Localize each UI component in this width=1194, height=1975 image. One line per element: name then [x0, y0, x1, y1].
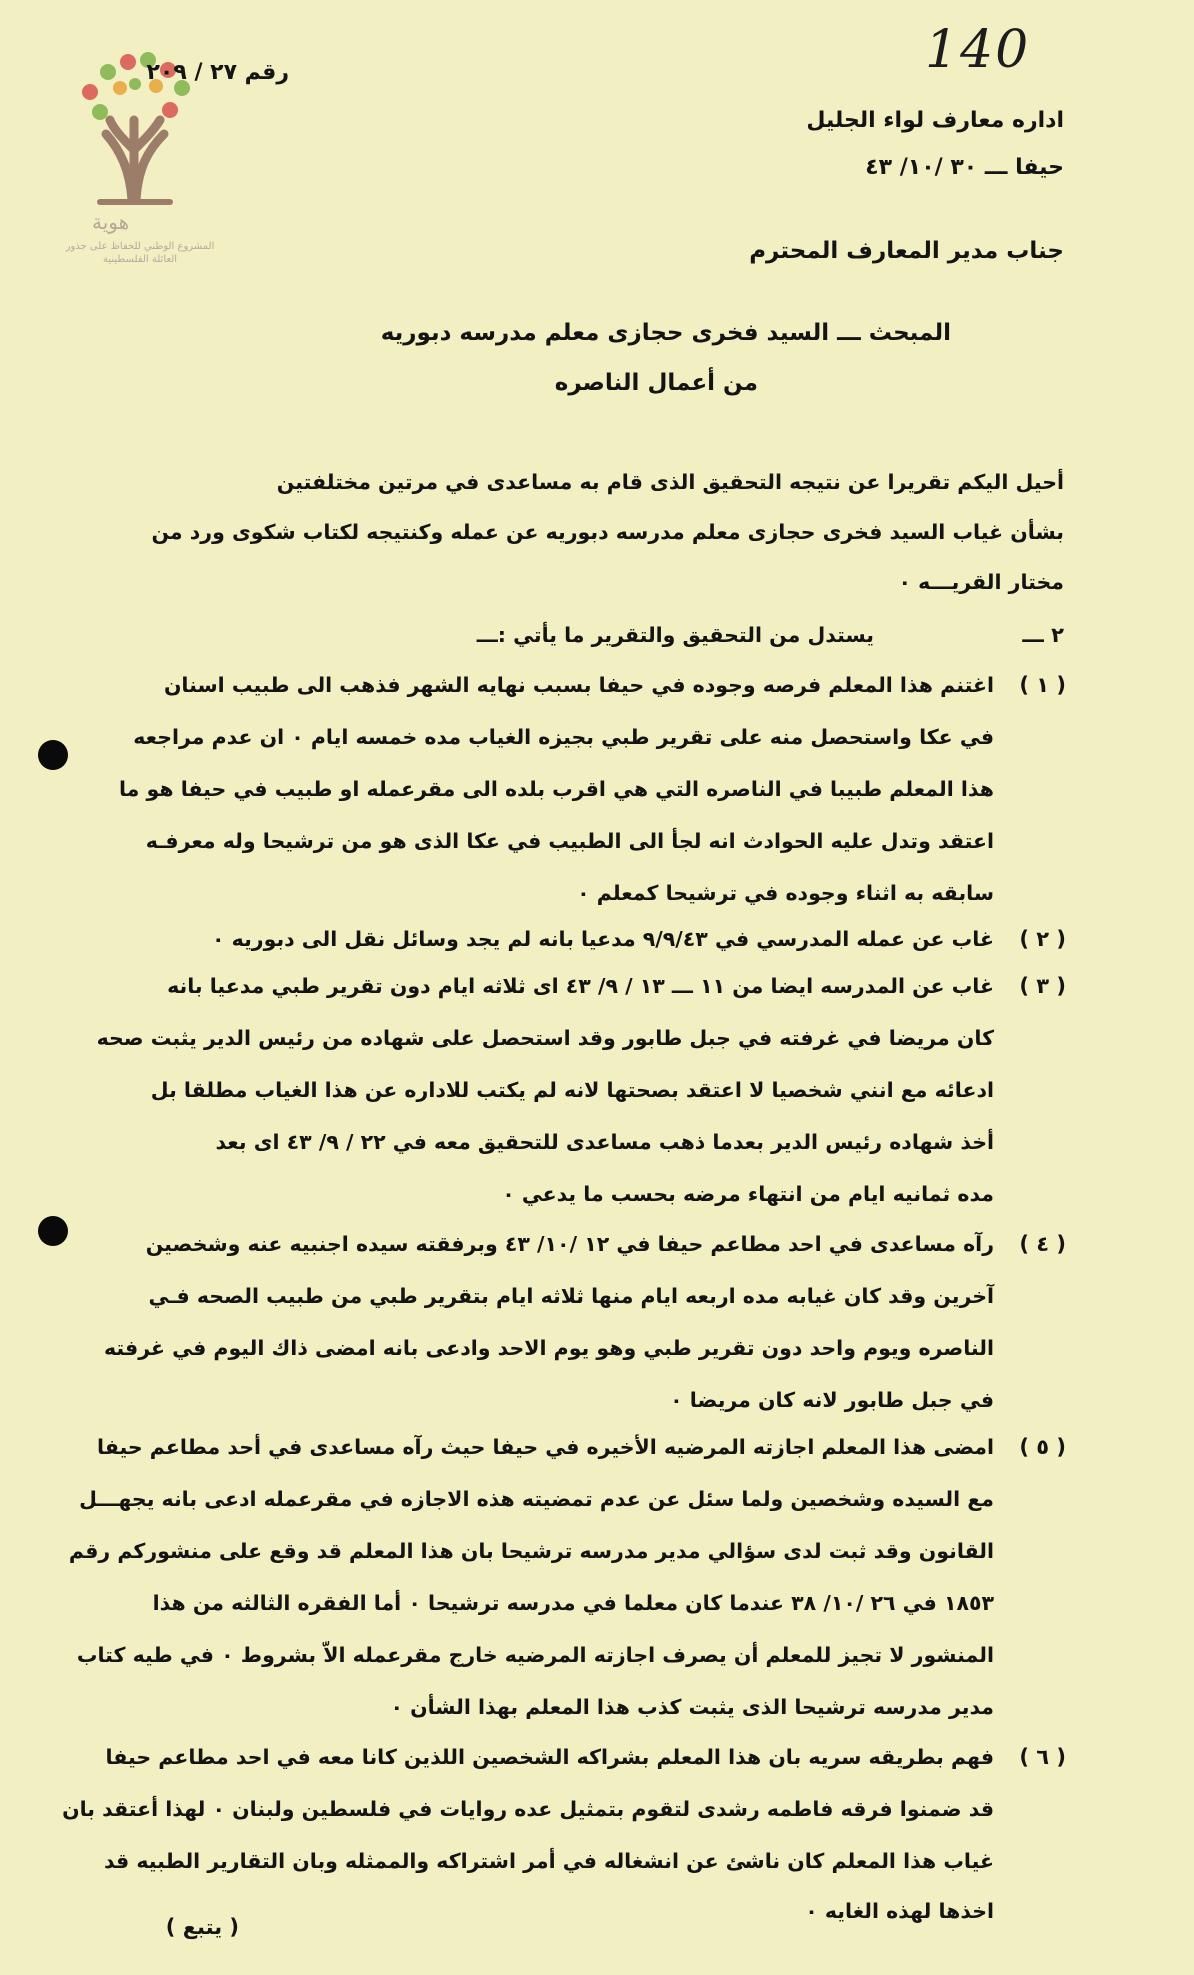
item-line: كان مريضا في غرفته في جبل طابور وقد استحصل على شهاده من رئيس الدير يثبت صحه [96, 1026, 994, 1050]
item-number: ( ٢ ) [1019, 927, 1066, 951]
intro-line: أحيل اليكم تقريرا عن نتيجه التحقيق الذى قام به مساعدى في مرتين مختلفتين [276, 470, 1064, 494]
item-line: غاب عن المدرسه ايضا من ١١ ـــ ١٣ / ٩/ ٤٣ اى ثلاثه ايام دون تقرير طبي مدعيا بانه [167, 974, 994, 998]
department-name: اداره معارف لواء الجليل [806, 108, 1064, 133]
handwritten-number: 140 [925, 20, 1031, 80]
place-date: حيفا ـــ ٣٠ /١٠/ ٤٣ [865, 155, 1064, 180]
intro-line: مختار القريـــه ٠ [898, 570, 1064, 594]
item-line: مده ثمانيه ايام من انتهاء مرضه بحسب ما يدعي ٠ [502, 1182, 994, 1206]
item-line: هذا المعلم طبيبا في الناصره التي هي اقرب بلده الى مقرعمله او طبيب في حيفا هو ما [118, 777, 994, 801]
item-number: ( ٥ ) [1019, 1435, 1066, 1459]
item-line: امضى هذا المعلم اجازته المرضيه الأخيره في حيفا حيث رآه مساعدى في أحد مطاعم حيفا [97, 1435, 994, 1459]
point-number: ٢ ـــ [1022, 623, 1064, 647]
item-line: ١٨٥٣ في ٢٦ /١٠/ ٣٨ عندما كان معلما في مدرسه ترشيحا ٠ أما الفقره الثالثه من هذا [152, 1591, 994, 1615]
item-line: في عكا واستحصل منه على تقرير طبي بجيزه الغياب مده خمسه ايام ٠ ان عدم مراجعه [133, 725, 994, 749]
logo-name: هوية [92, 210, 130, 234]
item-line: مدير مدرسه ترشيحا الذى يثبت كذب هذا المعلم بهذا الشأن ٠ [390, 1695, 994, 1719]
item-line: ادعائه مع انني شخصيا لا اعتقد بصحتها لانه لم يكتب للاداره عن هذا الغياب مطلقا بل [150, 1078, 994, 1102]
logo-tagline: المشروع الوطني للحفاظ على جذور العائلة الفلسطينية [65, 241, 215, 265]
item-line: في جبل طابور لانه كان مريضا ٠ [670, 1388, 994, 1412]
subject-line-2: من أعمال الناصره [554, 370, 758, 396]
item-line: أخذ شهاده رئيس الدير بعدما ذهب مساعدى للتحقيق معه في ٢٢ / ٩/ ٤٣ اى بعد [215, 1130, 994, 1154]
item-line: المنشور لا تجيز للمعلم أن يصرف اجازته المرضيه خارج مقرعمله الاّ بشروط ٠ في طيه كتاب [76, 1643, 994, 1667]
continued-marker: ( يتبع ) [165, 1915, 239, 1939]
item-line: غاب عن عمله المدرسي في ٩/٩/٤٣ مدعيا بانه لم يجد وسائل نقل الى دبوريه ٠ [212, 927, 994, 951]
item-line: الناصره ويوم واحد دون تقرير طبي وهو يوم الاحد وادعى بانه امضى ذاك اليوم في غرفته [104, 1336, 994, 1360]
item-number: ( ٣ ) [1019, 974, 1066, 998]
point-text: يستدل من التحقيق والتقرير ما يأتي :ـــ [476, 623, 874, 647]
addressee: جناب مدير المعارف المحترم [749, 238, 1064, 264]
item-line: فهم بطريقه سريه بان هذا المعلم بشراكه الشخصين اللذين كانا معه في احد مطاعم حيفا [105, 1745, 994, 1769]
reference-number: رقم ٢٧ / ٢٠٩ [146, 60, 289, 85]
punch-hole [38, 1216, 68, 1246]
item-number: ( ٦ ) [1019, 1745, 1066, 1769]
item-line: اغتنم هذا المعلم فرصه وجوده في حيفا بسبب نهايه الشهر فذهب الى طبيب اسنان [163, 673, 994, 697]
intro-line: بشأن غياب السيد فخرى حجازى معلم مدرسه دبوريه عن عمله وكنتيجه لكتاب شكوى ورد من [151, 520, 1064, 544]
item-line: مع السيده وشخصين ولما سئل عن عدم تمضيته هذه الاجازه في مقرعمله ادعى بانه يجهـــل [79, 1487, 994, 1511]
item-line: اعتقد وتدل عليه الحوادث انه لجأ الى الطبيب في عكا الذى هو من ترشيحا وله معرفـه [145, 829, 994, 853]
item-line: قد ضمنوا فرقه فاطمه رشدى لتقوم بتمثيل عده روايات في فلسطين ولبنان ٠ لهذا أعتقد بان [62, 1797, 994, 1821]
item-line: سابقه به اثناء وجوده في ترشيحا كمعلم ٠ [577, 881, 994, 905]
item-number: ( ٤ ) [1019, 1232, 1066, 1256]
item-line: رآه مساعدى في احد مطاعم حيفا في ١٢ /١٠/ ٤٣ وبرفقته سيده اجنبيه عنه وشخصين [145, 1232, 994, 1256]
subject-line-1: المبحث ـــ السيد فخرى حجازى معلم مدرسه دبوريه [380, 320, 951, 346]
item-line: القانون وقد ثبت لدى سؤالي مدير مدرسه ترشيحا بان هذا المعلم قد وقع على منشوركم رقم [68, 1539, 994, 1563]
item-line: اخذها لهذه الغايه ٠ [805, 1899, 994, 1923]
punch-hole [38, 740, 68, 770]
item-line: غياب هذا المعلم كان ناشئ عن انشغاله في أمر اشتراكه والممثله وبان التقارير الطبيه قد [103, 1849, 994, 1873]
item-number: ( ١ ) [1019, 673, 1066, 697]
item-line: آخرين وقد كان غيابه مده اربعه ايام منها ثلاثه ايام بتقرير طبي من طبيب الصحه فـي [148, 1284, 994, 1308]
